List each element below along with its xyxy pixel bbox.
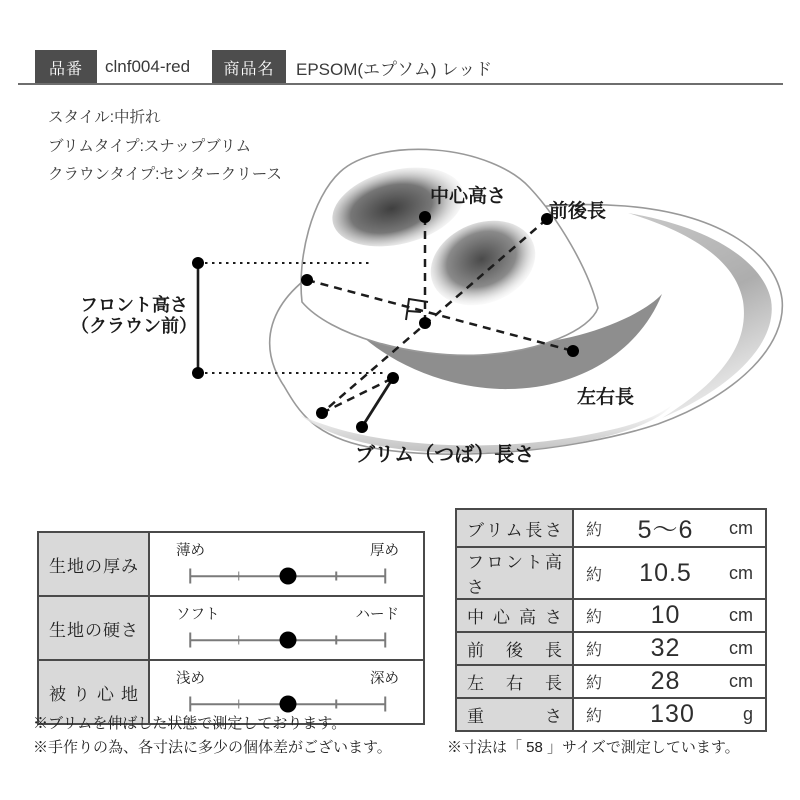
scale-track: [190, 567, 385, 585]
feel-row-label: 被り心地: [38, 660, 149, 724]
size-value: 10: [650, 601, 681, 629]
table-row: [456, 547, 766, 599]
table-row: [456, 698, 766, 731]
table-row: [456, 632, 766, 665]
table-row: [456, 509, 766, 547]
footnote-handmade: ※手作りの為、各寸法に多少の個体差がございます。: [33, 739, 392, 756]
size-value: 5〜6: [637, 516, 694, 544]
scale-dot: [279, 568, 296, 585]
spec-crown-type: クラウンタイプ:センタークリース: [48, 166, 283, 183]
approx-label: 約: [586, 566, 603, 584]
hat-illustration: [270, 149, 783, 454]
scale-track: [190, 695, 385, 713]
approx-label: 約: [586, 642, 603, 659]
table-row: [38, 532, 424, 596]
approx-label: 約: [586, 675, 603, 692]
product-name-badge: 商品名: [212, 50, 286, 84]
scale-min-label: 浅め: [176, 671, 205, 687]
size-value: 28: [650, 667, 681, 695]
feel-row-label: 生地の厚み: [38, 532, 149, 596]
size-unit: cm: [729, 605, 753, 625]
approx-label: 約: [586, 521, 603, 539]
header-divider: [18, 83, 783, 85]
size-row-label: ブリム長さ: [456, 509, 573, 547]
scale-max-label: 深め: [370, 671, 399, 687]
scale-max-label: ハード: [355, 607, 399, 623]
label-front-height-line2: （クラウン前）: [71, 316, 197, 336]
approx-label: 約: [586, 609, 603, 626]
size-unit: cm: [729, 517, 753, 538]
footnote-size-basis: ※寸法は「 58 」サイズで測定しています。: [447, 739, 740, 756]
label-front-height-line1: フロント高さ: [80, 295, 188, 315]
size-table: [455, 508, 767, 732]
size-row-label: 前後長: [456, 632, 573, 665]
scale-dot: [279, 632, 296, 649]
label-center-height: 中心高さ: [430, 186, 507, 207]
scale-max-label: 厚め: [370, 543, 399, 559]
size-unit: cm: [729, 562, 753, 583]
feel-row-label: 生地の硬さ: [38, 596, 149, 660]
size-unit: g: [742, 704, 753, 724]
feel-scale: [150, 603, 423, 659]
scale-dot: [279, 696, 296, 713]
label-brim-length: ブリム（つば）長さ: [355, 444, 535, 466]
item-number-value: clnf004-red: [105, 57, 191, 76]
label-front-back-length: 前後長: [549, 201, 607, 222]
item-number-badge: 品番: [35, 50, 97, 84]
table-row: [38, 596, 424, 660]
approx-label: 約: [586, 708, 603, 725]
feel-table: [37, 531, 425, 725]
scale-min-label: ソフト: [176, 607, 220, 623]
spec-brim-type: ブリムタイプ:スナップブリム: [48, 138, 252, 155]
feel-scale: [150, 539, 423, 595]
table-row: [456, 599, 766, 632]
size-value: 10.5: [639, 558, 692, 587]
footnote-brim-measure: ※ブリムを伸ばした状態で測定しております。: [33, 715, 347, 732]
label-left-right-length: 左右長: [577, 387, 635, 408]
size-unit: cm: [729, 638, 753, 658]
size-row-label: 左右長: [456, 665, 573, 698]
table-row: [456, 665, 766, 698]
size-value: 130: [650, 700, 695, 728]
scale-min-label: 薄め: [176, 543, 205, 559]
label-front-height: [58, 295, 210, 337]
size-row-label: 中心高さ: [456, 599, 573, 632]
size-value: 32: [650, 634, 681, 662]
size-row-label: 重さ: [456, 698, 573, 731]
size-row-label: フロント高さ: [456, 547, 573, 599]
scale-track: [190, 631, 385, 649]
product-name-value: EPSOM(エプソム) レッド: [296, 59, 493, 79]
spec-style: スタイル:中折れ: [48, 109, 161, 126]
size-unit: cm: [729, 671, 753, 691]
